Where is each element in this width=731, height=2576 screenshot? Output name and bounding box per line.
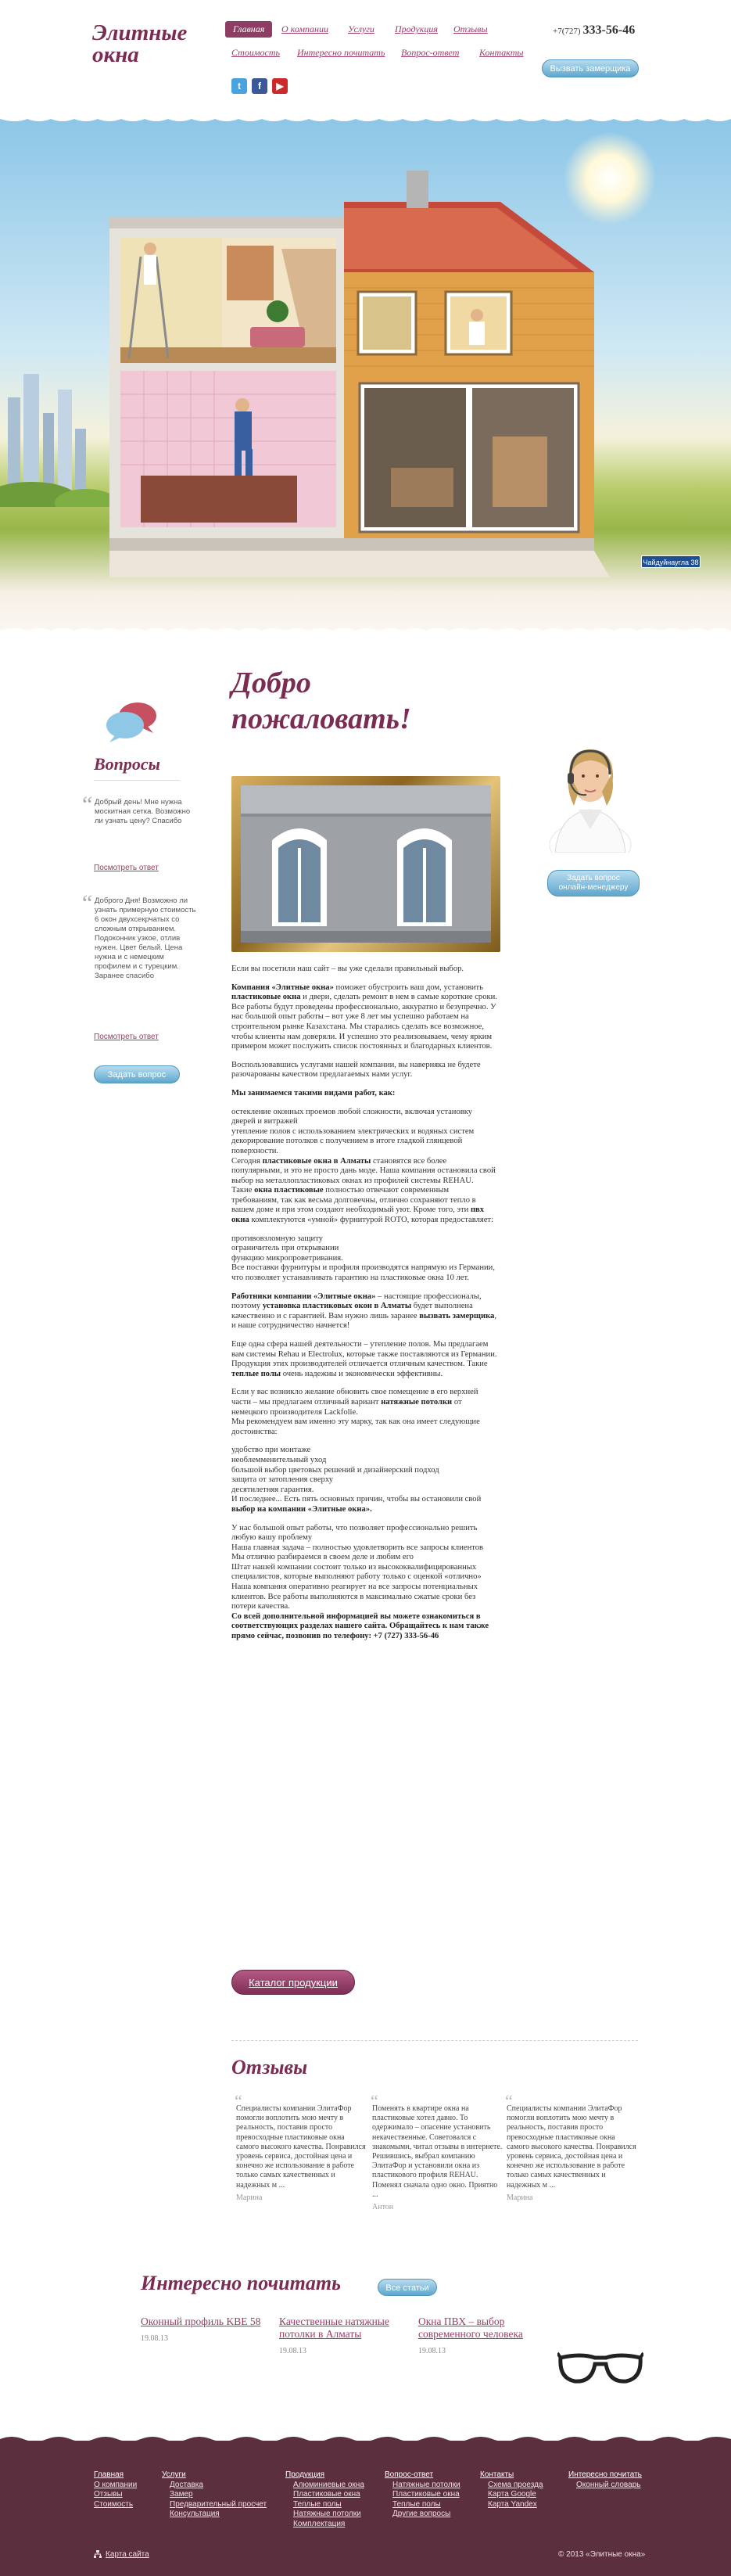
review-author: Антон	[372, 2203, 394, 2212]
review-text: Специалисты компании ЭлитаФор помогли воплотить мою мечту в реальность, поставив просто превосходные пластиковые окна самого высокого качества. Понравился уровень сервиса, достойная цена и конечно же использование в работе только самых качественных и надежных м ...	[236, 2104, 366, 2190]
twitter-icon[interactable]: t	[231, 78, 247, 94]
footer-link[interactable]: Карта Google	[488, 2490, 536, 2499]
footer-link[interactable]: Другие вопросы	[392, 2510, 451, 2519]
questions-divider	[94, 780, 180, 781]
nav-item-services[interactable]: Услуги	[348, 23, 374, 34]
question-item	[82, 890, 199, 981]
footer-link[interactable]: Оконный словарь	[576, 2480, 641, 2489]
glasses-icon	[557, 2347, 643, 2387]
phone-code: +7(727)	[553, 27, 581, 36]
footer-wave	[0, 2434, 731, 2444]
sitemap-link[interactable]: Карта сайта	[106, 2550, 149, 2559]
nav-item-about[interactable]: О компании	[281, 23, 328, 34]
page-title-line-2: пожаловать!	[231, 702, 411, 735]
footer-link[interactable]: Продукция	[285, 2470, 325, 2479]
section-divider	[231, 2040, 638, 2041]
quote-icon: “	[505, 2091, 513, 2111]
nav-item-contacts[interactable]: Контакты	[479, 47, 524, 58]
hero-top-wave	[0, 116, 731, 124]
quote-icon: “	[371, 2091, 378, 2111]
quote-icon: “	[82, 890, 93, 916]
footer-col-main	[94, 2470, 137, 2510]
site-logo[interactable]	[92, 22, 187, 66]
nav-item-interesting[interactable]: Интересно почитать	[297, 47, 385, 58]
footer-link[interactable]: Интересно почитать	[568, 2470, 642, 2479]
review-author: Марина	[507, 2193, 533, 2202]
logo-line-1: Элитные	[92, 20, 188, 45]
footer-link[interactable]: О компании	[94, 2480, 138, 2489]
footer-col-faq	[385, 2470, 460, 2520]
article-paragraph: Если вы посетили наш сайт – вы уже сделали правильный выбор.	[231, 965, 464, 973]
ask-manager-line-2: онлайн-менеджеру	[558, 883, 629, 892]
question-item	[82, 792, 199, 826]
footer-col-interesting	[568, 2470, 642, 2490]
footer-link[interactable]: Услуги	[162, 2470, 186, 2479]
page-title-line-1: Добро	[231, 666, 311, 699]
article-paragraph: Еще одна сфера нашей деятельности – утепление полов. Мы предлагаем вам системы Rehau и Electrolux, которые также поставляются из Германии. Продукция этих производителей отличается отличным качеством. Такие теплые полы очень надежны и экономически эффективны.	[231, 1340, 497, 1378]
footer-link[interactable]: Комплектация	[293, 2519, 346, 2528]
footer-link[interactable]: Доставка	[170, 2480, 203, 2489]
speech-bubbles-icon	[105, 700, 159, 744]
footer-link[interactable]: Замер	[170, 2490, 193, 2499]
footer-col-contacts	[480, 2470, 543, 2510]
article-paragraph: Мы занимаемся такими видами работ, как:	[231, 1088, 396, 1098]
question-text: Добрый день! Мне нужна москитная сетка. Возможно ли узнать цену? Спасибо	[95, 798, 191, 825]
social-links	[231, 78, 288, 94]
article-link[interactable]: Окна ПВХ – выбор современного человека	[418, 2316, 523, 2340]
street-sign: Чайдуйнаугла 38	[641, 555, 701, 568]
view-answer-link[interactable]: Посмотреть ответ	[94, 864, 159, 872]
main-text	[231, 965, 497, 1651]
review-card	[371, 2091, 505, 2212]
footer-link[interactable]: Отзывы	[94, 2490, 123, 2499]
support-operator-image	[547, 735, 633, 853]
copyright: © 2013 «Элитные окна»	[558, 2550, 646, 2559]
question-text: Доброго Дня! Возможно ли узнать примерную стоимость 6 окон двухсекрчатых со сложным открыванием. Подоконник узкое, отлив нужен. Цвет белый. Цена нужна и с немецким профилем и с турецким. Заранее спасибо	[95, 896, 196, 980]
page-title	[231, 665, 482, 737]
article-date: 19.08.13	[141, 2334, 168, 2343]
footer-col-services	[162, 2470, 267, 2520]
nav-item-price[interactable]: Стоимость	[231, 47, 280, 58]
quote-icon: “	[82, 792, 93, 817]
nav-item-products[interactable]: Продукция	[395, 23, 438, 34]
nav-item-home[interactable]: Главная	[225, 21, 272, 38]
article-link[interactable]: Качественные натяжные потолки в Алматы	[279, 2316, 389, 2340]
main-nav	[225, 23, 534, 70]
article-paragraph: Воспользовавшись услугами нашей компании, вы наверняка не будете разочарованы качеством предлагаемых нами услуг.	[231, 1060, 481, 1080]
review-text: Специалисты компании ЭлитаФор помогли воплотить мою мечту в реальность, поставив просто превосходные пластиковые окна самого высокого качества. Понравился уровень сервиса, достойная цена и конечно же использование в работе только самых качественных и надежных м ...	[507, 2104, 636, 2190]
interesting-title: Интересно почитать	[141, 2272, 341, 2294]
footer-link[interactable]: Схема проезда	[488, 2480, 543, 2489]
footer-link[interactable]: Стоимость	[94, 2499, 134, 2509]
questions-title: Вопросы	[94, 754, 160, 774]
ask-manager-button[interactable]	[547, 870, 640, 896]
site-header	[0, 0, 731, 117]
review-text: Поменять в квартире окна на пластиковые хотел давно. То одержимало – опасение установить некачественные. Советовался с знакомыми, читал отзывы в интернете. Решившись, выбрал компанию ЭлитаФор и установили окна из пластикового профиля REHAU. Поменял сначала одно окно. Приятно ...	[372, 2104, 503, 2199]
article-date: 19.08.13	[418, 2347, 446, 2355]
city-skyline	[0, 350, 109, 507]
hero-bottom-wave	[0, 626, 731, 634]
footer-link[interactable]: Теплые полы	[293, 2499, 342, 2509]
facebook-icon[interactable]: f	[252, 78, 267, 94]
footer-link[interactable]: Вопрос-ответ	[385, 2470, 434, 2479]
footer-link[interactable]: Натяжные потолки	[392, 2480, 460, 2489]
quote-icon: “	[235, 2091, 242, 2111]
review-card	[235, 2091, 369, 2203]
article-paragraph: удобство при монтаже необлемменительный уход большой выбор цветовых решений и дизайнерский подход защита от затопления сверху десятилетняя гарантия. И последнее... Есть пять основных причин, чтобы вы остановили свой выбор на компании «Элитные окна».	[231, 1446, 482, 1514]
all-articles-button[interactable]: Все статьи	[378, 2279, 437, 2296]
hero-banner	[0, 116, 731, 634]
article-item	[279, 2316, 404, 2355]
footer-link[interactable]: Алюминиевые окна	[293, 2480, 364, 2489]
footer-link[interactable]: Главная	[94, 2470, 124, 2479]
article-paragraph: У нас большой опыт работы, что позволяет профессионально решить любую вашу проблему Наша главная задача – полностью удовлетворить все запросы клиентов Мы отлично разбираемся в своем деле и любим его Штат нашей компании состоит только из высококвалифицированных специалистов, которые выполняют работу только с оценкой «отлично» Наша компания оперативно реагирует на все запросы потенциальных клиентов. Все работы выполняются в максимально сжатые сроки без потери качества. Со всей дополнительной информацией вы можете ознакомиться в соответствующих разделах нашего сайта. Обращайтесь к нам также прямо сейчас, позвонив по телефону: +7 (727) 333-56-46	[231, 1523, 489, 1641]
nav-item-reviews[interactable]: Отзывы	[453, 23, 488, 34]
footer-link[interactable]: Пластиковые окна	[293, 2490, 360, 2499]
footer-link[interactable]: Теплые полы	[392, 2499, 441, 2509]
footer-link[interactable]: Контакты	[480, 2470, 514, 2479]
article-item	[141, 2316, 266, 2343]
ask-manager-line-1: Задать вопрос	[567, 874, 620, 882]
footer-link[interactable]: Карта Yandex	[488, 2499, 537, 2509]
article-paragraph: Если у вас возникло желание обновить свое помещение в его верхней части – мы предлагаем отличный вариант натяжные потолки от немецкого производителя Lackfolie. Мы рекомендуем вам именно эту марку, так как она имеет следующие достоинства:	[231, 1388, 480, 1436]
article-paragraph: остекление оконных проемов любой сложности, включая установку дверей и витражей утепление полов с использованием электрических и водяных систем декорирование потолков с получением в итоге гладкой глянцевой поверхности. Сегодня пластиковые окна в Алматы становятся все более популярными, и это не просто дань моде. Наша компания остановила свой выбор на металлопластиковых окнах из профилей системы REHAU. Такие окна пластиковые полностью отвечают современным требованиям, так как весьма долговечны, отлично сохраняют тепло в вашем доме и при этом создают необходимый уют. Кроме того, эти пвх окна комплектуются «умной» фурнитурой ROTO, которая предоставляет:	[231, 1107, 496, 1225]
review-card	[505, 2091, 640, 2203]
catalog-button[interactable]: Каталог продукции	[231, 1970, 355, 1995]
phone-number	[553, 23, 635, 38]
footer-link[interactable]: Натяжные потолки	[293, 2510, 361, 2519]
article-paragraph: Компания «Элитные окна» поможет обустроить ваш дом, установить пластиковые окна и двери, сделать ремонт в нем в самые короткие сроки. Все работы будут проведены профессионально, аккуратно и безупречно. У нас большой опыт работы – вот уже 8 лет мы успешно работаем на строительном рынке Казахстана. Мы старались сделать все возможное, чтобы клиенты нам доверяли. И успешно это реализовываем, чему ярким примером может послужить список постоянных и благодарных клиентов.	[231, 983, 497, 1051]
logo-line-2: окна	[92, 42, 139, 67]
footer-link[interactable]: Пластиковые окна	[392, 2490, 460, 2499]
phone-digits: 333-56-46	[582, 23, 636, 37]
article-paragraph: противовзломную защиту ограничитель при открывании функцию микропроветривания. Все поставки фурнитуры и профиля производятся напрямую из Германии, что позволяет устанавливать гарантию на пластиковые окна 10 лет.	[231, 1234, 495, 1283]
site-footer	[0, 2441, 731, 2576]
footer-link[interactable]: Консультация	[170, 2510, 220, 2519]
building-photo	[231, 776, 500, 952]
nav-item-faq[interactable]: Вопрос-ответ	[401, 47, 460, 58]
reviews-title: Отзывы	[231, 2056, 308, 2078]
call-measurer-button[interactable]: Вызвать замерщика	[542, 59, 639, 77]
nav-row-2	[225, 47, 534, 63]
article-date: 19.08.13	[279, 2347, 306, 2355]
house-illustration	[109, 171, 610, 634]
article-item	[418, 2316, 543, 2355]
article-paragraph: Работники компании «Элитные окна» – настоящие профессионалы, поэтому установка пластиковых окон в Алматы будет выполнена качественно и с гарантией. Вам нужно лишь заранее вызвать замерщика, и наше сотрудничество начнется!	[231, 1292, 497, 1331]
article-link[interactable]: Оконный профиль KBE 58	[141, 2316, 261, 2327]
nav-row-1	[225, 23, 534, 39]
review-author: Марина	[236, 2193, 263, 2202]
youtube-icon[interactable]: ▶	[272, 78, 288, 94]
view-answer-link[interactable]: Посмотреть ответ	[94, 1033, 159, 1041]
footer-link[interactable]: Предварительный просчет	[170, 2499, 267, 2509]
footer-col-products	[285, 2470, 364, 2530]
ask-question-button[interactable]: Задать вопрос	[94, 1065, 180, 1083]
sitemap-icon	[94, 2550, 102, 2558]
building-facade-image	[241, 785, 491, 943]
